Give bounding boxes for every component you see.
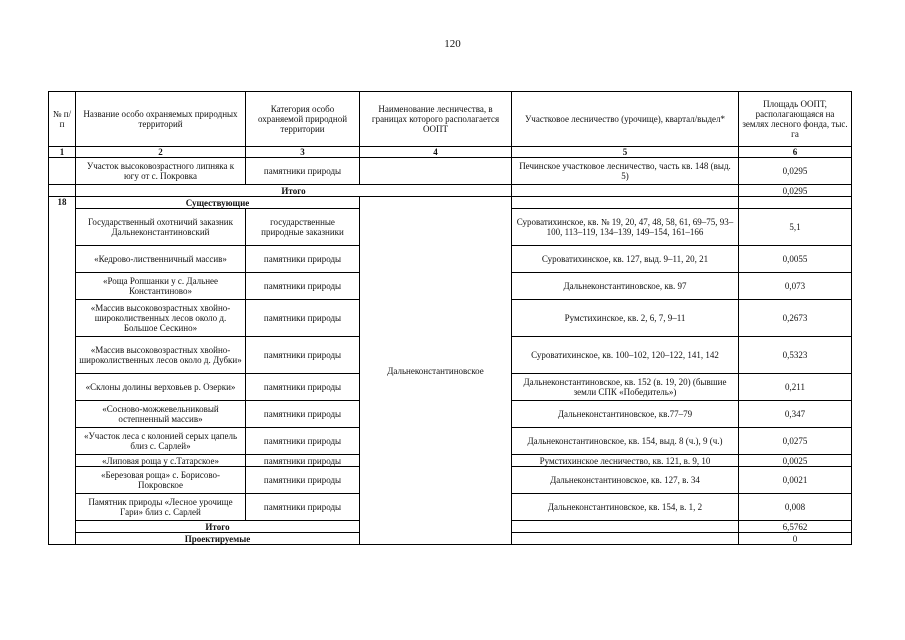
header-forestry: Наименование лесничества, в границах которого располагается ООПТ (360, 92, 512, 147)
area-name-cell: Участок высоковозрастного липняка к югу от с. Покровка (76, 158, 246, 185)
category-cell: памятники природы (246, 337, 360, 374)
total-label: Итого (76, 521, 360, 533)
area-value-cell: 0,0055 (739, 246, 852, 273)
category-cell: памятники природы (246, 246, 360, 273)
category-cell: памятники природы (246, 158, 360, 185)
district-cell: Дальнеконстантиновское, кв. 154, выд. 8 (ч.), 9 (ч.) (512, 428, 739, 455)
forestry-cell (360, 158, 512, 185)
empty-cell (512, 521, 739, 533)
header-district: Участковое лесничество (урочище), квартал/выдел* (512, 92, 739, 147)
area-name-cell: «Массив высоковозрастных хвойно-широколиственных лесов около д. Большое Сескино» (76, 300, 246, 337)
column-number: 5 (512, 147, 739, 158)
district-cell: Печинское участковое лесничество, часть кв. 148 (выд. 5) (512, 158, 739, 185)
column-number: 2 (76, 147, 246, 158)
total-area-value: 6,5762 (739, 521, 852, 533)
existing-label: Существующие (76, 197, 360, 209)
area-name-cell: «Массив высоковозрастных хвойно-широколиственных лесов около д. Дубки» (76, 337, 246, 374)
category-cell: памятники природы (246, 428, 360, 455)
header-category: Категория особо охраняемой природной территории (246, 92, 360, 147)
row-number-cell (49, 185, 76, 197)
area-value-cell: 0,2673 (739, 300, 852, 337)
area-value-cell: 0,347 (739, 401, 852, 428)
district-cell: Дальнеконстантиновское, кв. 127, в. 34 (512, 467, 739, 494)
forestry-name: Дальнеконстантиновское (360, 197, 512, 545)
category-cell: памятники природы (246, 401, 360, 428)
group-number: 18 (49, 197, 76, 545)
area-value-cell: 0,211 (739, 374, 852, 401)
empty-cell (512, 185, 739, 197)
area-name-cell: «Сосново-можжевельниковый остепненный массив» (76, 401, 246, 428)
district-cell: Дальнеконстантиновское, кв.77–79 (512, 401, 739, 428)
header-name: Название особо охраняемых природных территорий (76, 92, 246, 147)
category-cell: памятники природы (246, 374, 360, 401)
category-cell: памятники природы (246, 300, 360, 337)
area-name-cell: Государственный охотничий заказник Дальнеконстантиновский (76, 209, 246, 246)
area-name-cell: Памятник природы «Лесное урочище Гари» близ с. Сарлей (76, 494, 246, 521)
district-cell: Дальнеконстантиновское, кв. 97 (512, 273, 739, 300)
empty-cell (512, 533, 739, 545)
area-value-cell: 0,073 (739, 273, 852, 300)
row-number-cell (49, 158, 76, 185)
total-row (49, 185, 852, 197)
column-number: 6 (739, 147, 852, 158)
area-name-cell: «Липовая роща у с.Татарское» (76, 455, 246, 467)
district-cell: Суроватихинское, кв. 127, выд. 9–11, 20, 21 (512, 246, 739, 273)
empty-cell (739, 197, 852, 209)
header-area: Площадь ООПТ, располагающаяся на землях лесного фонда, тыс. га (739, 92, 852, 147)
area-name-cell: «Кедрово-лиственничный массив» (76, 246, 246, 273)
area-value-cell: 0,0275 (739, 428, 852, 455)
planned-area-value: 0 (739, 533, 852, 545)
group-header-row (49, 197, 852, 209)
area-name-cell: «Березовая роща» с. Борисово-Покровское (76, 467, 246, 494)
area-value-cell: 0,0025 (739, 455, 852, 467)
category-cell: памятники природы (246, 467, 360, 494)
category-cell: памятники природы (246, 273, 360, 300)
table-row (49, 158, 852, 185)
area-name-cell: «Участок леса с колонией серых цапель близ с. Сарлей» (76, 428, 246, 455)
district-cell: Румстихинское лесничество, кв. 121, в. 9, 10 (512, 455, 739, 467)
district-cell: Дальнеконстантиновское, кв. 154, в. 1, 2 (512, 494, 739, 521)
table-header-row (49, 92, 852, 147)
total-area-value: 0,0295 (739, 185, 852, 197)
category-cell: памятники природы (246, 494, 360, 521)
area-value-cell: 0,008 (739, 494, 852, 521)
district-cell: Румстихинское, кв. 2, 6, 7, 9–11 (512, 300, 739, 337)
category-cell: памятники природы (246, 455, 360, 467)
column-number: 4 (360, 147, 512, 158)
total-label: Итого (76, 185, 512, 197)
planned-label: Проектируемые (76, 533, 360, 545)
district-cell: Суроватихинское, кв. № 19, 20, 47, 48, 58, 61, 69–75, 93–100, 113–119, 134–139, 149–154, 161–166 (512, 209, 739, 246)
column-number: 1 (49, 147, 76, 158)
area-value-cell: 0,0295 (739, 158, 852, 185)
category-cell: государственные природные заказники (246, 209, 360, 246)
header-number: № п/п (49, 92, 76, 147)
empty-cell (512, 197, 739, 209)
page-number: 120 (444, 38, 461, 50)
area-value-cell: 0,5323 (739, 337, 852, 374)
area-value-cell: 0,0021 (739, 467, 852, 494)
column-numbers-row (49, 147, 852, 158)
area-name-cell: «Склоны долины верховьев р. Озерки» (76, 374, 246, 401)
district-cell: Суроватихинское, кв. 100–102, 120–122, 141, 142 (512, 337, 739, 374)
area-value-cell: 5,1 (739, 209, 852, 246)
district-cell: Дальнеконстантиновское, кв. 152 (в. 19, 20) (бывшие земли СПК «Победитель») (512, 374, 739, 401)
protected-areas-table (48, 91, 852, 545)
area-name-cell: «Роща Ропшанки у с. Дальнее Константиново» (76, 273, 246, 300)
column-number: 3 (246, 147, 360, 158)
